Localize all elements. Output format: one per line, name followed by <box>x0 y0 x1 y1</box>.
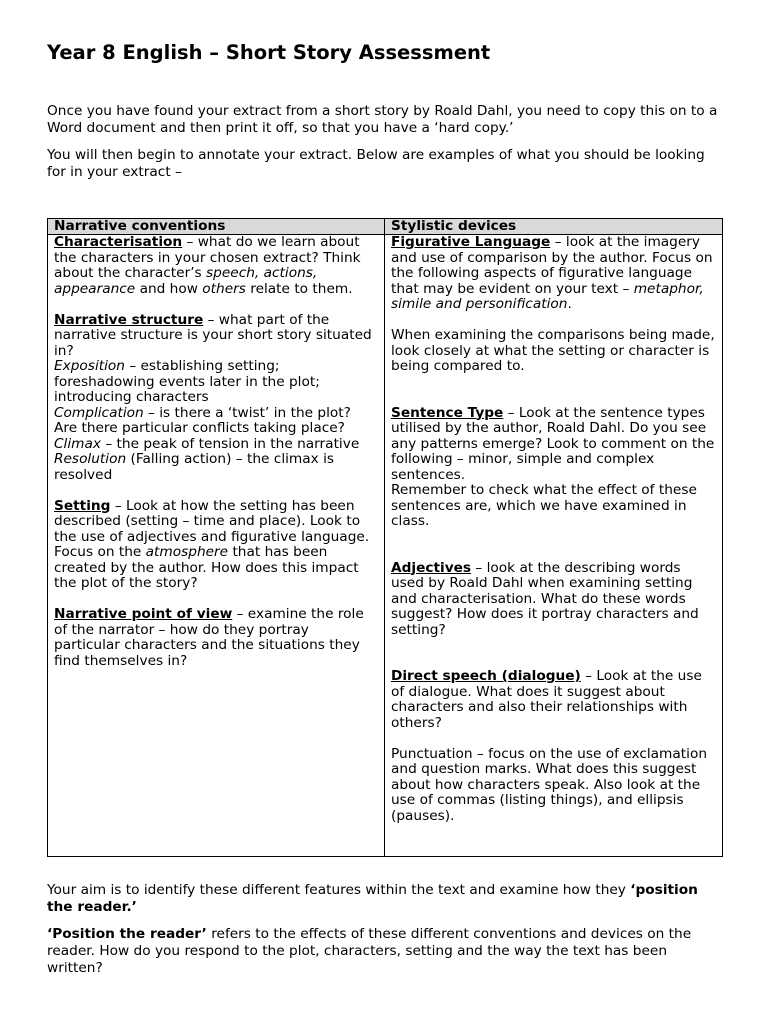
figurative-language-period: . <box>567 296 572 312</box>
resolution-text: (Falling action) – the climax is resolved <box>54 451 335 483</box>
climax-text: – the peak of tension in the narrative <box>100 435 360 452</box>
point-of-view-block <box>54 607 378 669</box>
climax-term: Climax <box>54 435 101 452</box>
outro-paragraph-1 <box>47 882 727 916</box>
atmosphere-line <box>54 545 378 592</box>
page-title: Year 8 English – Short Story Assessment <box>47 41 491 64</box>
climax-line <box>54 437 378 453</box>
header-stylistic-devices: Stylistic devices <box>385 219 723 235</box>
atmosphere-text-2: that has been created by the author. How does this impact the plot of the story? <box>54 544 359 591</box>
point-of-view-heading: Narrative point of view <box>54 606 233 622</box>
complication-line <box>54 406 378 437</box>
intro-paragraph-2: You will then begin to annotate your extract. Below are examples of what you should be looking for in your extract – <box>47 147 705 180</box>
sentence-type-text: – Look at the sentence types utilised by the author, Roald Dahl. Do you see any patterns emerge? Look to comment on the following – minor, simple and complex sentences. <box>391 404 715 483</box>
sentence-type-heading: Sentence Type <box>391 404 504 421</box>
resolution-line <box>54 452 378 483</box>
figurative-language-emphasis: metaphor, simile and personification <box>391 280 704 312</box>
characterisation-emphasis-2: others <box>202 280 246 297</box>
intro-paragraph-1: Once you have found your extract from a short story by Roald Dahl, you need to copy this on to a Word document and then print it off, so that you have a ‘hard copy.’ <box>47 103 718 136</box>
atmosphere-term: atmosphere <box>145 544 229 560</box>
outro-text-2: refers to the effects of these different conventions and devices on the reader. How do you respond to the plot, characters, setting and the way the text has been written? <box>47 926 692 976</box>
characterisation-text: – what do we learn about the characters in your chosen extract? Think about the character’s <box>54 234 361 281</box>
outro-paragraph-2 <box>47 926 727 977</box>
header-narrative-conventions: Narrative conventions <box>48 219 385 235</box>
table-header-row <box>48 219 723 235</box>
sentence-type-block <box>391 406 716 484</box>
exposition-line <box>54 359 378 406</box>
adjectives-text: – look at the describing words used by Roald Dahl when examining setting and characterisation. What do these words suggest? How does it portray characters and setting? <box>391 559 699 638</box>
narrative-structure-block <box>54 313 378 360</box>
setting-block <box>54 499 378 546</box>
outro-emphasis-2: ‘Position the reader’ <box>47 926 207 942</box>
setting-text: – Look at how the setting has been described (setting – time and place). Look to the use of adjectives and figurative language. <box>54 497 370 545</box>
sentence-type-reminder: Remember to check what the effect of these sentences are, which we have examined in class. <box>391 482 697 529</box>
setting-heading: Setting <box>54 497 111 514</box>
characterisation-text-2: and how <box>135 280 203 297</box>
exposition-term: Exposition <box>54 358 125 374</box>
narrative-conventions-cell <box>48 235 385 857</box>
outro-emphasis-1: ‘position the reader.’ <box>47 882 698 915</box>
comparisons-block: When examining the comparisons being made, look closely at what the setting or character is being compared to. <box>391 327 715 374</box>
narrative-structure-text: – what part of the narrative structure is your short story situated in? <box>54 311 372 359</box>
direct-speech-block <box>391 669 716 731</box>
direct-speech-heading: Direct speech (dialogue) <box>391 668 581 684</box>
characterisation-heading: Characterisation <box>54 234 183 250</box>
conventions-table <box>47 218 723 857</box>
punctuation-block: Punctuation – focus on the use of exclamation and question marks. What does this suggest about how characters speak. Also look at the use of commas (listing things), and ellipsis (pauses). <box>391 745 707 824</box>
resolution-term: Resolution <box>54 451 127 467</box>
direct-speech-text: – Look at the use of dialogue. What does it suggest about characters and also their relationships with others? <box>391 668 702 731</box>
characterisation-text-3: relate to them. <box>245 280 353 297</box>
figurative-language-text: – look at the imagery and use of comparison by the author. Focus on the following aspects of figurative language that may be evident on your text – <box>391 234 713 297</box>
complication-text: – is there a ‘twist’ in the plot? Are there particular conflicts taking place? <box>54 404 351 436</box>
atmosphere-text: Focus on the <box>54 544 146 560</box>
point-of-view-text: – examine the role of the narrator – how do they portray particular characters and the situations they find themselves in? <box>54 606 364 669</box>
stylistic-devices-cell <box>385 235 723 857</box>
characterisation-emphasis: speech, actions, appearance <box>54 265 318 297</box>
adjectives-heading: Adjectives <box>391 559 472 576</box>
exposition-text: – establishing setting; foreshadowing events later in the plot; introducing characters <box>54 358 320 405</box>
outro-text-1: Your aim is to identify these different features within the text and examine how they <box>47 882 631 898</box>
table-body-row <box>48 235 723 857</box>
complication-term: Complication <box>54 404 144 421</box>
figurative-language-heading: Figurative Language <box>391 234 551 250</box>
figurative-language-block <box>391 235 716 313</box>
characterisation-block <box>54 235 378 297</box>
narrative-structure-heading: Narrative structure <box>54 311 204 328</box>
adjectives-block <box>391 561 716 639</box>
